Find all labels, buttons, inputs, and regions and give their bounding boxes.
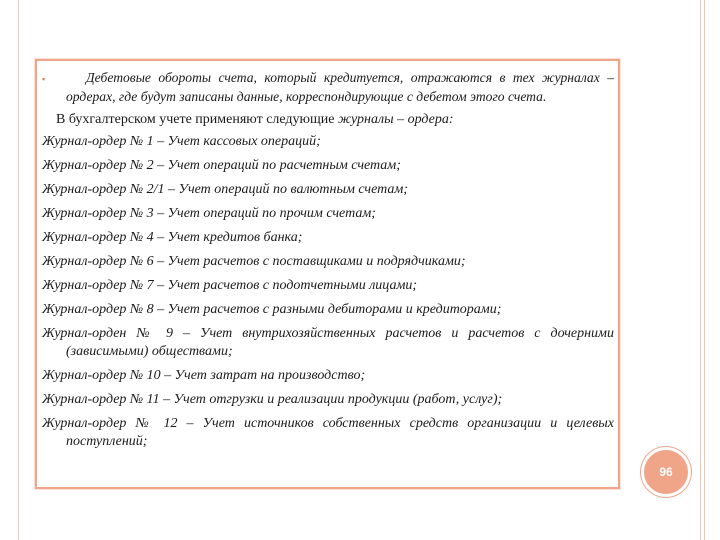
page-number-badge xyxy=(641,447,691,497)
list-item: Журнал-орден № 9 – Учет внутрихозяйственных расчетов и расчетов с дочерними (зависимыми) обществами; xyxy=(42,326,614,359)
list-item: Журнал-ордер № 10 – Учет затрат на производство; xyxy=(42,368,366,383)
list-item: Журнал-ордер № 3 – Учет операций по прочим счетам; xyxy=(42,206,376,221)
list-item: Журнал-ордер № 1 – Учет кассовых операций; xyxy=(42,134,321,149)
list-item: Журнал-ордер № 7 – Учет расчетов с подотчетными лицами; xyxy=(42,278,418,293)
list-item: Журнал-ордер № 12 – Учет источников собственных средств организации и целевых поступлений; xyxy=(42,416,614,449)
journal-order-list xyxy=(42,133,614,451)
intro-lead: В бухгалтерском учете применяют следующие xyxy=(56,112,338,127)
list-item: Журнал-ордер № 6 – Учет расчетов с поставщиками и подрядчиками; xyxy=(42,254,466,269)
intro-emphasis: журналы – ордера: xyxy=(338,112,454,127)
list-item: Журнал-ордер № 4 – Учет кредитов банка; xyxy=(42,230,303,245)
list-item: Журнал-ордер № 11 – Учет отгрузки и реализации продукции (работ, услуг); xyxy=(42,392,503,407)
list-item: Журнал-ордер № 2 – Учет операций по расчетным счетам; xyxy=(42,158,401,173)
list-item: Журнал-ордер № 8 – Учет расчетов с разными дебиторами и кредиторами; xyxy=(42,302,502,317)
right-decor-line-2 xyxy=(704,0,705,540)
left-decor-line xyxy=(18,0,19,540)
slide-content xyxy=(42,68,614,457)
bullet-paragraph xyxy=(42,68,614,106)
bullet-paragraph-text: Дебетовые обороты счета, который кредитуется, отражаются в тех журналах – ордерах, где будут записаны данные, корреспондирующие с дебетом этого счета. xyxy=(66,70,614,104)
square-bullet-icon: ▪ xyxy=(42,74,46,84)
intro-text xyxy=(56,110,614,130)
list-item: Журнал-ордер № 2/1 – Учет операций по валютным счетам; xyxy=(42,182,409,197)
page-number: 96 xyxy=(659,465,673,479)
right-decor-line xyxy=(700,0,701,540)
